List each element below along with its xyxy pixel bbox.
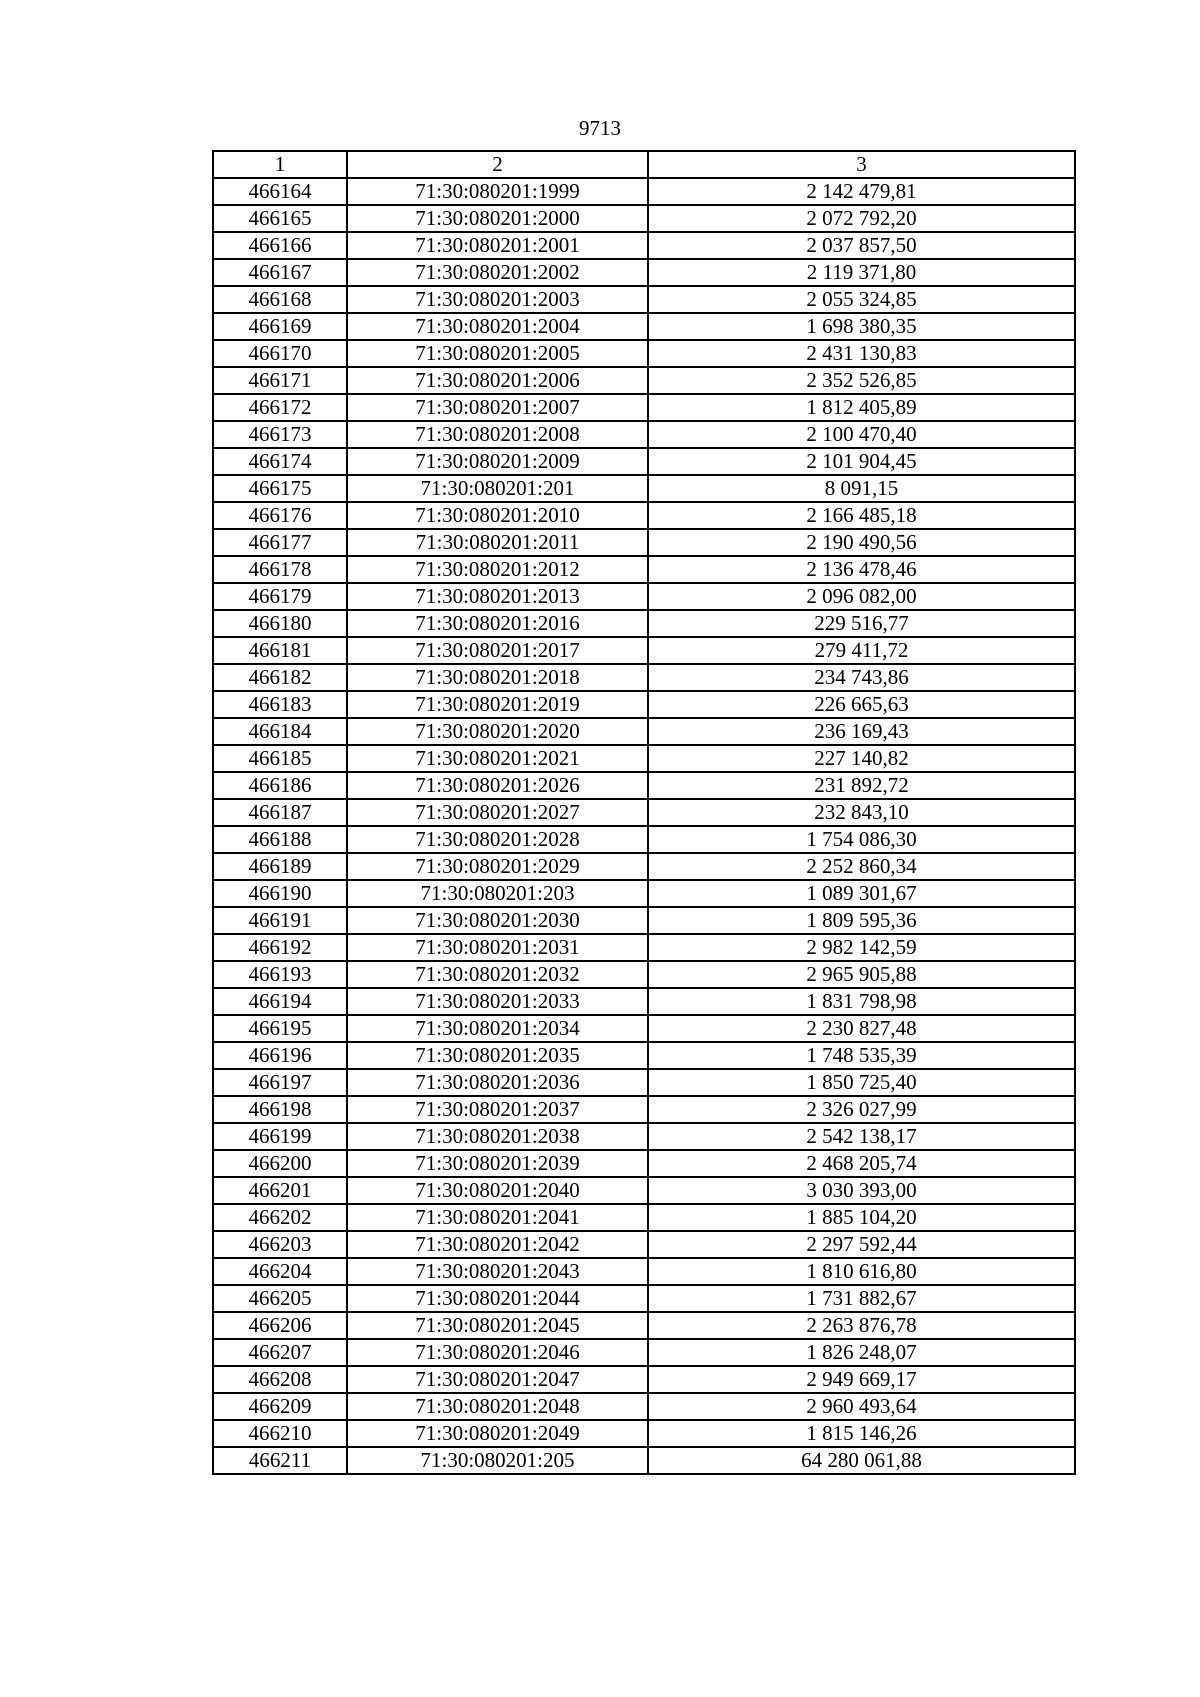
row-id-cell: 466193 bbox=[213, 961, 347, 988]
cadastral-number-cell: 71:30:080201:2004 bbox=[347, 313, 648, 340]
table-row bbox=[213, 1177, 1075, 1204]
cadastral-number-cell: 71:30:080201:2001 bbox=[347, 232, 648, 259]
header-row bbox=[213, 151, 1075, 178]
value-cell: 2 055 324,85 bbox=[648, 286, 1075, 313]
cadastral-number-cell: 71:30:080201:2040 bbox=[347, 1177, 648, 1204]
cadastral-number-cell: 71:30:080201:2013 bbox=[347, 583, 648, 610]
value-cell: 226 665,63 bbox=[648, 691, 1075, 718]
table-row bbox=[213, 1015, 1075, 1042]
cadastral-number-cell: 71:30:080201:203 bbox=[347, 880, 648, 907]
value-cell: 2 100 470,40 bbox=[648, 421, 1075, 448]
table-row bbox=[213, 367, 1075, 394]
cadastral-number-cell: 71:30:080201:2045 bbox=[347, 1312, 648, 1339]
table-row bbox=[213, 826, 1075, 853]
value-cell: 236 169,43 bbox=[648, 718, 1075, 745]
value-cell: 1 815 146,26 bbox=[648, 1420, 1075, 1447]
table-row bbox=[213, 1231, 1075, 1258]
table-row bbox=[213, 1123, 1075, 1150]
cadastral-number-cell: 71:30:080201:2007 bbox=[347, 394, 648, 421]
table-row bbox=[213, 1447, 1075, 1474]
cadastral-number-cell: 71:30:080201:2006 bbox=[347, 367, 648, 394]
table-row bbox=[213, 340, 1075, 367]
row-id-cell: 466165 bbox=[213, 205, 347, 232]
value-cell: 279 411,72 bbox=[648, 637, 1075, 664]
cadastral-number-cell: 71:30:080201:2043 bbox=[347, 1258, 648, 1285]
row-id-cell: 466174 bbox=[213, 448, 347, 475]
value-cell: 3 030 393,00 bbox=[648, 1177, 1075, 1204]
table-row bbox=[213, 556, 1075, 583]
value-cell: 1 810 616,80 bbox=[648, 1258, 1075, 1285]
row-id-cell: 466187 bbox=[213, 799, 347, 826]
cadastral-number-cell: 71:30:080201:2005 bbox=[347, 340, 648, 367]
table-row bbox=[213, 745, 1075, 772]
page-number: 9713 bbox=[579, 116, 621, 140]
value-cell: 2 190 490,56 bbox=[648, 529, 1075, 556]
table-row bbox=[213, 691, 1075, 718]
table-row bbox=[213, 961, 1075, 988]
table-row bbox=[213, 799, 1075, 826]
table-row bbox=[213, 1069, 1075, 1096]
value-cell: 231 892,72 bbox=[648, 772, 1075, 799]
value-cell: 1 831 798,98 bbox=[648, 988, 1075, 1015]
table-row bbox=[213, 1366, 1075, 1393]
row-id-cell: 466166 bbox=[213, 232, 347, 259]
row-id-cell: 466169 bbox=[213, 313, 347, 340]
row-id-cell: 466197 bbox=[213, 1069, 347, 1096]
row-id-cell: 466167 bbox=[213, 259, 347, 286]
value-cell: 2 142 479,81 bbox=[648, 178, 1075, 205]
cadastral-number-cell: 71:30:080201:2002 bbox=[347, 259, 648, 286]
row-id-cell: 466204 bbox=[213, 1258, 347, 1285]
table-row bbox=[213, 1096, 1075, 1123]
data-table bbox=[212, 150, 1076, 1475]
value-cell: 1 850 725,40 bbox=[648, 1069, 1075, 1096]
row-id-cell: 466172 bbox=[213, 394, 347, 421]
row-id-cell: 466170 bbox=[213, 340, 347, 367]
row-id-cell: 466182 bbox=[213, 664, 347, 691]
table-row bbox=[213, 1393, 1075, 1420]
table-row bbox=[213, 853, 1075, 880]
value-cell: 234 743,86 bbox=[648, 664, 1075, 691]
row-id-cell: 466200 bbox=[213, 1150, 347, 1177]
row-id-cell: 466177 bbox=[213, 529, 347, 556]
cadastral-number-cell: 71:30:080201:2030 bbox=[347, 907, 648, 934]
cadastral-number-cell: 71:30:080201:2048 bbox=[347, 1393, 648, 1420]
row-id-cell: 466173 bbox=[213, 421, 347, 448]
row-id-cell: 466188 bbox=[213, 826, 347, 853]
cadastral-number-cell: 71:30:080201:205 bbox=[347, 1447, 648, 1474]
table-header bbox=[213, 151, 1075, 178]
cadastral-number-cell: 71:30:080201:2019 bbox=[347, 691, 648, 718]
value-cell: 1 826 248,07 bbox=[648, 1339, 1075, 1366]
table-row bbox=[213, 178, 1075, 205]
row-id-cell: 466210 bbox=[213, 1420, 347, 1447]
table-row bbox=[213, 286, 1075, 313]
table-row bbox=[213, 1150, 1075, 1177]
cadastral-number-cell: 71:30:080201:2049 bbox=[347, 1420, 648, 1447]
cadastral-number-cell: 71:30:080201:2010 bbox=[347, 502, 648, 529]
row-id-cell: 466183 bbox=[213, 691, 347, 718]
table-row bbox=[213, 988, 1075, 1015]
row-id-cell: 466203 bbox=[213, 1231, 347, 1258]
table-body bbox=[213, 178, 1075, 1474]
cadastral-number-cell: 71:30:080201:2047 bbox=[347, 1366, 648, 1393]
table-row bbox=[213, 1204, 1075, 1231]
row-id-cell: 466206 bbox=[213, 1312, 347, 1339]
value-cell: 2 297 592,44 bbox=[648, 1231, 1075, 1258]
value-cell: 2 352 526,85 bbox=[648, 367, 1075, 394]
row-id-cell: 466176 bbox=[213, 502, 347, 529]
table-row bbox=[213, 502, 1075, 529]
value-cell: 1 812 405,89 bbox=[648, 394, 1075, 421]
table-row bbox=[213, 1420, 1075, 1447]
value-cell: 1 809 595,36 bbox=[648, 907, 1075, 934]
table-row bbox=[213, 421, 1075, 448]
value-cell: 2 230 827,48 bbox=[648, 1015, 1075, 1042]
cadastral-number-cell: 71:30:080201:2031 bbox=[347, 934, 648, 961]
row-id-cell: 466191 bbox=[213, 907, 347, 934]
value-cell: 1 089 301,67 bbox=[648, 880, 1075, 907]
row-id-cell: 466194 bbox=[213, 988, 347, 1015]
cadastral-number-cell: 71:30:080201:2029 bbox=[347, 853, 648, 880]
table-row bbox=[213, 1339, 1075, 1366]
value-cell: 229 516,77 bbox=[648, 610, 1075, 637]
cadastral-number-cell: 71:30:080201:2033 bbox=[347, 988, 648, 1015]
row-id-cell: 466189 bbox=[213, 853, 347, 880]
cadastral-number-cell: 71:30:080201:2044 bbox=[347, 1285, 648, 1312]
value-cell: 232 843,10 bbox=[648, 799, 1075, 826]
row-id-cell: 466192 bbox=[213, 934, 347, 961]
row-id-cell: 466180 bbox=[213, 610, 347, 637]
value-cell: 2 542 138,17 bbox=[648, 1123, 1075, 1150]
row-id-cell: 466186 bbox=[213, 772, 347, 799]
value-cell: 1 885 104,20 bbox=[648, 1204, 1075, 1231]
row-id-cell: 466185 bbox=[213, 745, 347, 772]
cadastral-number-cell: 71:30:080201:2036 bbox=[347, 1069, 648, 1096]
row-id-cell: 466195 bbox=[213, 1015, 347, 1042]
value-cell: 2 136 478,46 bbox=[648, 556, 1075, 583]
cadastral-number-cell: 71:30:080201:2038 bbox=[347, 1123, 648, 1150]
table-row bbox=[213, 313, 1075, 340]
table-row bbox=[213, 583, 1075, 610]
row-id-cell: 466211 bbox=[213, 1447, 347, 1474]
row-id-cell: 466171 bbox=[213, 367, 347, 394]
table-row bbox=[213, 880, 1075, 907]
value-cell: 2 096 082,00 bbox=[648, 583, 1075, 610]
row-id-cell: 466205 bbox=[213, 1285, 347, 1312]
table-row bbox=[213, 1258, 1075, 1285]
cadastral-number-cell: 71:30:080201:2034 bbox=[347, 1015, 648, 1042]
value-cell: 2 263 876,78 bbox=[648, 1312, 1075, 1339]
table-row bbox=[213, 610, 1075, 637]
cadastral-number-cell: 71:30:080201:2026 bbox=[347, 772, 648, 799]
cadastral-number-cell: 71:30:080201:2008 bbox=[347, 421, 648, 448]
column-header-2: 2 bbox=[347, 151, 648, 178]
row-id-cell: 466179 bbox=[213, 583, 347, 610]
cadastral-number-cell: 71:30:080201:2039 bbox=[347, 1150, 648, 1177]
table-row bbox=[213, 1042, 1075, 1069]
cadastral-number-cell: 71:30:080201:2020 bbox=[347, 718, 648, 745]
value-cell: 2 072 792,20 bbox=[648, 205, 1075, 232]
cadastral-number-cell: 71:30:080201:201 bbox=[347, 475, 648, 502]
value-cell: 227 140,82 bbox=[648, 745, 1075, 772]
cadastral-number-cell: 71:30:080201:2012 bbox=[347, 556, 648, 583]
table-row bbox=[213, 529, 1075, 556]
row-id-cell: 466175 bbox=[213, 475, 347, 502]
cadastral-number-cell: 71:30:080201:2032 bbox=[347, 961, 648, 988]
table-row bbox=[213, 772, 1075, 799]
value-cell: 2 119 371,80 bbox=[648, 259, 1075, 286]
cadastral-number-cell: 71:30:080201:2000 bbox=[347, 205, 648, 232]
value-cell: 2 965 905,88 bbox=[648, 961, 1075, 988]
row-id-cell: 466202 bbox=[213, 1204, 347, 1231]
cadastral-number-cell: 71:30:080201:2035 bbox=[347, 1042, 648, 1069]
table-row bbox=[213, 475, 1075, 502]
row-id-cell: 466190 bbox=[213, 880, 347, 907]
value-cell: 2 037 857,50 bbox=[648, 232, 1075, 259]
value-cell: 2 468 205,74 bbox=[648, 1150, 1075, 1177]
table-row bbox=[213, 718, 1075, 745]
table-row bbox=[213, 934, 1075, 961]
value-cell: 2 252 860,34 bbox=[648, 853, 1075, 880]
cadastral-number-cell: 71:30:080201:2028 bbox=[347, 826, 648, 853]
cadastral-number-cell: 71:30:080201:2037 bbox=[347, 1096, 648, 1123]
table-row bbox=[213, 232, 1075, 259]
value-cell: 2 166 485,18 bbox=[648, 502, 1075, 529]
value-cell: 2 982 142,59 bbox=[648, 934, 1075, 961]
column-header-1: 1 bbox=[213, 151, 347, 178]
value-cell: 1 754 086,30 bbox=[648, 826, 1075, 853]
value-cell: 1 698 380,35 bbox=[648, 313, 1075, 340]
row-id-cell: 466181 bbox=[213, 637, 347, 664]
cadastral-number-cell: 71:30:080201:2018 bbox=[347, 664, 648, 691]
row-id-cell: 466184 bbox=[213, 718, 347, 745]
column-header-3: 3 bbox=[648, 151, 1075, 178]
row-id-cell: 466199 bbox=[213, 1123, 347, 1150]
row-id-cell: 466196 bbox=[213, 1042, 347, 1069]
cadastral-number-cell: 71:30:080201:2021 bbox=[347, 745, 648, 772]
cadastral-number-cell: 71:30:080201:2027 bbox=[347, 799, 648, 826]
row-id-cell: 466168 bbox=[213, 286, 347, 313]
row-id-cell: 466164 bbox=[213, 178, 347, 205]
row-id-cell: 466209 bbox=[213, 1393, 347, 1420]
value-cell: 2 431 130,83 bbox=[648, 340, 1075, 367]
table-row bbox=[213, 637, 1075, 664]
cadastral-number-cell: 71:30:080201:2009 bbox=[347, 448, 648, 475]
table-row bbox=[213, 1285, 1075, 1312]
value-cell: 1 748 535,39 bbox=[648, 1042, 1075, 1069]
cadastral-number-cell: 71:30:080201:2017 bbox=[347, 637, 648, 664]
cadastral-number-cell: 71:30:080201:2042 bbox=[347, 1231, 648, 1258]
value-cell: 2 101 904,45 bbox=[648, 448, 1075, 475]
row-id-cell: 466208 bbox=[213, 1366, 347, 1393]
table-row bbox=[213, 1312, 1075, 1339]
cadastral-number-cell: 71:30:080201:2016 bbox=[347, 610, 648, 637]
value-cell: 2 960 493,64 bbox=[648, 1393, 1075, 1420]
cadastral-number-cell: 71:30:080201:1999 bbox=[347, 178, 648, 205]
table-row bbox=[213, 448, 1075, 475]
value-cell: 8 091,15 bbox=[648, 475, 1075, 502]
row-id-cell: 466201 bbox=[213, 1177, 347, 1204]
row-id-cell: 466207 bbox=[213, 1339, 347, 1366]
value-cell: 1 731 882,67 bbox=[648, 1285, 1075, 1312]
cadastral-number-cell: 71:30:080201:2046 bbox=[347, 1339, 648, 1366]
value-cell: 2 949 669,17 bbox=[648, 1366, 1075, 1393]
row-id-cell: 466178 bbox=[213, 556, 347, 583]
cadastral-number-cell: 71:30:080201:2011 bbox=[347, 529, 648, 556]
value-cell: 2 326 027,99 bbox=[648, 1096, 1075, 1123]
table-row bbox=[213, 664, 1075, 691]
table-row bbox=[213, 394, 1075, 421]
value-cell: 64 280 061,88 bbox=[648, 1447, 1075, 1474]
table-row bbox=[213, 907, 1075, 934]
row-id-cell: 466198 bbox=[213, 1096, 347, 1123]
table-row bbox=[213, 259, 1075, 286]
table-row bbox=[213, 205, 1075, 232]
cadastral-number-cell: 71:30:080201:2041 bbox=[347, 1204, 648, 1231]
cadastral-number-cell: 71:30:080201:2003 bbox=[347, 286, 648, 313]
